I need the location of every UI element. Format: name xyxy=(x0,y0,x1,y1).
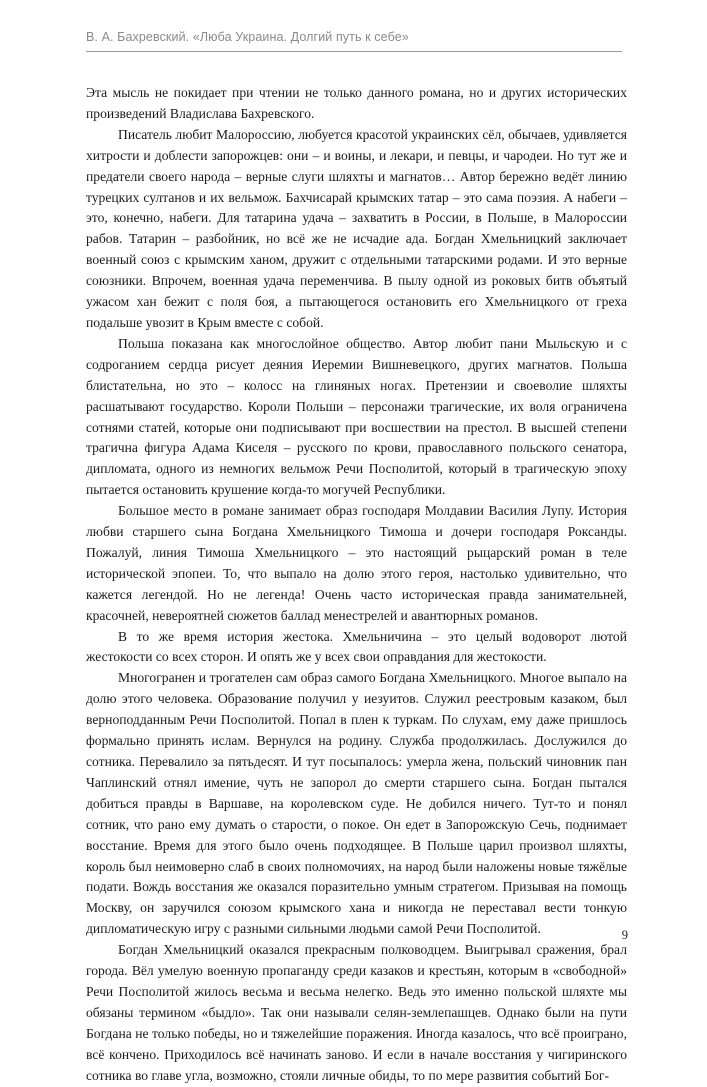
paragraph-6: Многогранен и трогателен сам образ самого Богдана Хмельницкого. Многое выпало на долю этого человека. Образование получил у иезуитов. Служил реестровым казаком, был верноподданным Речи Посполитой. Попал в плен к туркам. По слухам, ему даже пришлось формально принять ислам. Вернулся на родину. Служба продолжилась. Дослужился до сотника. Перевалило за пятьдесят. И тут посыпалось: умерла жена, польский чиновник пан Чаплинский отнял имение, чуть не запорол до смерти старшего сына. Богдан пытался добиться правды в Варшаве, на королевском суде. Не добился ничего. Тут-то и понял сотник, что рано ему думать о старости, о покое. Он едет в Запорожскую Сечь, поднимает восстание. Время для этого было очень подходящее. В Польше царил произвол шляхты, король был неимоверно слаб в своих полномочиях, на народ были наложены новые тяжёлые подати. Вождь восстания же оказался поразительно умным стратегом. Призывая на помощь Москву, он заручился союзом крымского хана и никогда не переставал вести тонкую дипломатическую игру с разными сильными людьми самой Речи Посполитой. xyxy=(86,670,627,937)
running-header: В. А. Бахревский. «Люба Украина. Долгий путь к себе» xyxy=(86,30,409,44)
paragraph-1: Эта мысль не покидает при чтении не только данного романа, но и других исторических произведений Владислава Бахревского. xyxy=(86,85,627,121)
body-text xyxy=(86,83,627,1087)
paragraph-7: Богдан Хмельницкий оказался прекрасным полководцем. Выигрывал сражения, брал города. Вёл умелую военную пропаганду среди казаков и крестьян, которым в «свободной» Речи Посполитой жилось весьма и весьма нелегко. Ведь это именно польской шляхте мы обязаны термином «быдло». Так они называли селян-землепашцев. Однако были на пути Богдана не только победы, но и тяжелейшие поражения. Иногда казалось, что всё проиграно, всё кончено. Приходилось всё начинать заново. И если в начале восстания у чигиринского сотника во главе угла, возможно, стояли личные обиды, то по мере развития событий Бог- xyxy=(86,942,627,1083)
paragraph-4: Большое место в романе занимает образ господаря Молдавии Василия Лупу. История любви старшего сына Богдана Хмельницкого Тимоша и дочери господаря Роксанды. Пожалуй, линия Тимоша Хмельницкого – это настоящий рыцарский роман в теле исторической эпопеи. То, что выпало на долю этого героя, настолько удивительно, что кажется легендой. Но не легенда! Очень часто историческая правда занимательней, красочней, невероятней сюжетов баллад менестрелей и авантюрных романов. xyxy=(86,503,627,623)
paragraph-3: Польша показана как многослойное общество. Автор любит пани Мыльскую и с содроганием сердца рисует деяния Иеремии Вишневецкого, других магнатов. Польша блистательна, но это – колосс на глиняных ногах. Претензии и своеволие шляхты расшатывают государство. Короли Польши – персонажи трагические, их воля ограничена сотнями статей, которые они подписывают при восшествии на престол. В высшей степени трагична фигура Адама Киселя – русского по крови, православного польского сенатора, дипломата, одного из немногих вельмож Речи Посполитой, который в трагическую эпоху пытается остановить крушение когда-то могучей Республики. xyxy=(86,335,627,498)
paragraph-2: Писатель любит Малороссию, любуется красотой украинских сёл, обычаев, удивляется хитрости и доблести запорожцев: они – и воины, и лекари, и певцы, и чародеи. Но тут же и предатели своего народа – верные слуги шляхты и магнатов… Автор бережно ведёт линию турецких султанов и их вельмож. Бахчисарай крымских татар – это сама поэзия. А набеги – это, конечно, набеги. Для татарина удача – захватить в России, в Польше, в Малороссии рабов. Татарин – разбойник, но всё же не исчадие ада. Богдан Хмельницкий заключает военный союз с крымским ханом, дружит с отдельными татарскими родами. И это верные союзники. Впрочем, военная удача переменчива. В пылу одной из роковых битв объятый ужасом хан бежит с поля боя, а пытающегося остановить его Хмельницкого от греха подальше увозит в Крым вместе с собой. xyxy=(86,126,627,330)
header-rule xyxy=(86,51,622,52)
page-number: 9 xyxy=(621,928,628,942)
paragraph-5: В то же время история жестока. Хмельничина – это целый водоворот лютой жестокости со всех сторон. И опять же у всех свои оправдания для жестокости. xyxy=(86,628,627,665)
